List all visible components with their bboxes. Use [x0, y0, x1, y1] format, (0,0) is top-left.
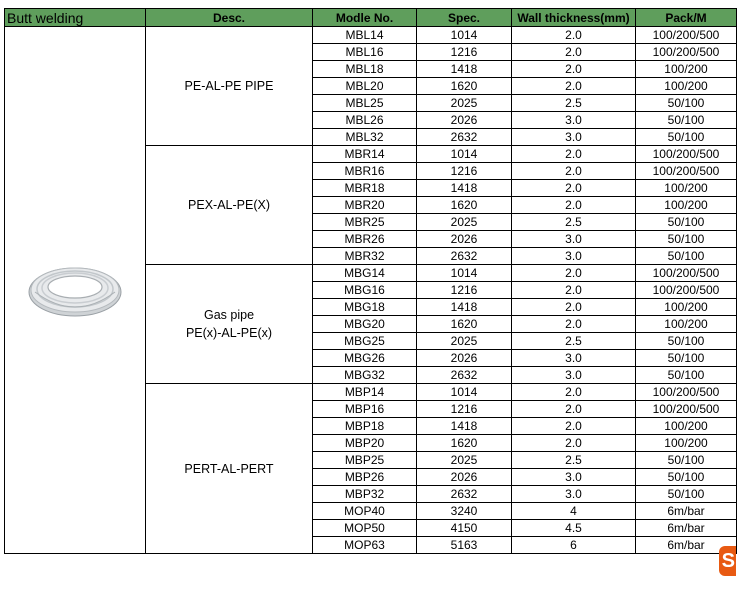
cell-spec: 1418	[417, 299, 512, 316]
cell-wall-thickness: 2.0	[512, 401, 636, 418]
cell-spec: 2025	[417, 452, 512, 469]
cell-wall-thickness: 2.0	[512, 27, 636, 44]
cell-pack: 100/200	[636, 78, 737, 95]
cell-wall-thickness: 2.0	[512, 197, 636, 214]
cell-spec: 1216	[417, 282, 512, 299]
product-image-cell	[5, 27, 146, 554]
cell-spec: 1620	[417, 197, 512, 214]
cell-spec: 1620	[417, 78, 512, 95]
group-description	[146, 27, 313, 146]
cell-spec: 5163	[417, 537, 512, 554]
cell-pack: 6m/bar	[636, 503, 737, 520]
cell-model-no: MBL25	[313, 95, 417, 112]
cell-model-no: MBG16	[313, 282, 417, 299]
cell-model-no: MOP63	[313, 537, 417, 554]
cell-pack: 6m/bar	[636, 537, 737, 554]
cell-wall-thickness: 2.0	[512, 316, 636, 333]
table-body	[5, 27, 737, 554]
product-spec-sheet	[4, 8, 736, 594]
cell-wall-thickness: 2.5	[512, 452, 636, 469]
header-row	[5, 9, 737, 27]
cell-pack: 100/200/500	[636, 401, 737, 418]
cell-pack: 50/100	[636, 486, 737, 503]
cell-model-no: MBL18	[313, 61, 417, 78]
header-model-no: Modle No.	[313, 9, 417, 27]
cell-spec: 1014	[417, 27, 512, 44]
group-description-line: Gas pipe	[203, 308, 255, 322]
section-title: Butt welding	[5, 9, 146, 27]
cell-spec: 2026	[417, 350, 512, 367]
header-pack: Pack/M	[636, 9, 737, 27]
cell-pack: 6m/bar	[636, 520, 737, 537]
cell-wall-thickness: 2.0	[512, 282, 636, 299]
cell-spec: 2632	[417, 486, 512, 503]
group-description	[146, 146, 313, 265]
cell-pack: 100/200	[636, 316, 737, 333]
cell-model-no: MOP40	[313, 503, 417, 520]
cell-pack: 50/100	[636, 367, 737, 384]
cell-wall-thickness: 3.0	[512, 129, 636, 146]
cell-pack: 50/100	[636, 95, 737, 112]
cell-model-no: MBR32	[313, 248, 417, 265]
cell-wall-thickness: 2.5	[512, 95, 636, 112]
cell-model-no: MOP50	[313, 520, 417, 537]
cell-wall-thickness: 2.0	[512, 78, 636, 95]
cell-spec: 1216	[417, 401, 512, 418]
spec-table	[4, 8, 737, 554]
cell-pack: 100/200/500	[636, 44, 737, 61]
cell-spec: 1418	[417, 61, 512, 78]
cell-spec: 2026	[417, 469, 512, 486]
cell-model-no: MBP14	[313, 384, 417, 401]
cell-pack: 50/100	[636, 112, 737, 129]
cell-wall-thickness: 3.0	[512, 112, 636, 129]
cell-wall-thickness: 2.0	[512, 265, 636, 282]
cell-model-no: MBG25	[313, 333, 417, 350]
pipe-coil-icon	[25, 260, 125, 320]
cell-spec: 1014	[417, 384, 512, 401]
cell-model-no: MBG26	[313, 350, 417, 367]
cell-spec: 1620	[417, 435, 512, 452]
cell-wall-thickness: 2.0	[512, 180, 636, 197]
cell-spec: 1418	[417, 418, 512, 435]
header-spec: Spec.	[417, 9, 512, 27]
cell-spec: 1418	[417, 180, 512, 197]
cell-spec: 1014	[417, 265, 512, 282]
cell-wall-thickness: 3.0	[512, 231, 636, 248]
header-desc: Desc.	[146, 9, 313, 27]
cell-wall-thickness: 3.0	[512, 367, 636, 384]
cell-model-no: MBR14	[313, 146, 417, 163]
cell-spec: 2025	[417, 214, 512, 231]
cell-model-no: MBL14	[313, 27, 417, 44]
cell-model-no: MBP16	[313, 401, 417, 418]
cell-wall-thickness: 2.0	[512, 384, 636, 401]
cell-spec: 4150	[417, 520, 512, 537]
cell-pack: 100/200	[636, 299, 737, 316]
cell-spec: 2632	[417, 248, 512, 265]
cell-pack: 100/200/500	[636, 384, 737, 401]
cell-model-no: MBP32	[313, 486, 417, 503]
cell-wall-thickness: 4	[512, 503, 636, 520]
cell-pack: 50/100	[636, 248, 737, 265]
group-description-line: PE(x)-AL-PE(x)	[185, 326, 273, 340]
cell-pack: 100/200/500	[636, 163, 737, 180]
cell-spec: 3240	[417, 503, 512, 520]
cell-pack: 50/100	[636, 350, 737, 367]
cell-model-no: MBR16	[313, 163, 417, 180]
header-wall-thickness: Wall thickness(mm)	[512, 9, 636, 27]
table-row	[5, 27, 737, 44]
cell-pack: 50/100	[636, 129, 737, 146]
group-description-line: PERT-AL-PERT	[184, 461, 274, 476]
cell-pack: 50/100	[636, 333, 737, 350]
cell-wall-thickness: 2.5	[512, 214, 636, 231]
cell-pack: 100/200	[636, 197, 737, 214]
cell-pack: 100/200	[636, 180, 737, 197]
cell-model-no: MBP18	[313, 418, 417, 435]
cell-model-no: MBG20	[313, 316, 417, 333]
cell-wall-thickness: 2.0	[512, 418, 636, 435]
cell-pack: 100/200/500	[636, 27, 737, 44]
cell-wall-thickness: 2.0	[512, 61, 636, 78]
cell-pack: 50/100	[636, 469, 737, 486]
cell-wall-thickness: 2.0	[512, 435, 636, 452]
cell-model-no: MBL26	[313, 112, 417, 129]
cell-pack: 50/100	[636, 452, 737, 469]
cell-model-no: MBP25	[313, 452, 417, 469]
cell-spec: 2026	[417, 112, 512, 129]
cell-model-no: MBG14	[313, 265, 417, 282]
cell-pack: 100/200/500	[636, 265, 737, 282]
cell-model-no: MBR25	[313, 214, 417, 231]
cell-pack: 50/100	[636, 231, 737, 248]
group-description-line: PE-AL-PE PIPE	[184, 79, 274, 93]
cell-model-no: MBP20	[313, 435, 417, 452]
cell-wall-thickness: 3.0	[512, 350, 636, 367]
cell-model-no: MBP26	[313, 469, 417, 486]
cell-wall-thickness: 2.5	[512, 333, 636, 350]
cell-wall-thickness: 2.0	[512, 44, 636, 61]
cell-model-no: MBG32	[313, 367, 417, 384]
cell-pack: 50/100	[636, 214, 737, 231]
cell-spec: 1216	[417, 163, 512, 180]
cell-model-no: MBL20	[313, 78, 417, 95]
cell-spec: 2632	[417, 367, 512, 384]
cell-wall-thickness: 6	[512, 537, 636, 554]
group-description	[146, 265, 313, 384]
cell-model-no: MBR20	[313, 197, 417, 214]
group-description	[146, 384, 313, 554]
cell-pack: 100/200	[636, 418, 737, 435]
cell-spec: 2025	[417, 333, 512, 350]
cell-wall-thickness: 3.0	[512, 486, 636, 503]
cell-spec: 1216	[417, 44, 512, 61]
cell-spec: 2025	[417, 95, 512, 112]
cell-model-no: MBG18	[313, 299, 417, 316]
cell-model-no: MBR18	[313, 180, 417, 197]
cell-pack: 100/200/500	[636, 146, 737, 163]
cell-spec: 2632	[417, 129, 512, 146]
cell-spec: 1620	[417, 316, 512, 333]
cell-wall-thickness: 2.0	[512, 146, 636, 163]
cell-pack: 100/200/500	[636, 282, 737, 299]
cell-wall-thickness: 4.5	[512, 520, 636, 537]
cell-pack: 100/200	[636, 435, 737, 452]
cell-model-no: MBR26	[313, 231, 417, 248]
cell-wall-thickness: 3.0	[512, 248, 636, 265]
cell-wall-thickness: 2.0	[512, 163, 636, 180]
cell-spec: 2026	[417, 231, 512, 248]
cell-wall-thickness: 2.0	[512, 299, 636, 316]
cell-wall-thickness: 3.0	[512, 469, 636, 486]
cell-model-no: MBL32	[313, 129, 417, 146]
group-description-line: PEX-AL-PE(X)	[188, 198, 270, 212]
brand-logo-icon: S	[719, 546, 736, 576]
cell-model-no: MBL16	[313, 44, 417, 61]
cell-spec: 1014	[417, 146, 512, 163]
cell-pack: 100/200	[636, 61, 737, 78]
